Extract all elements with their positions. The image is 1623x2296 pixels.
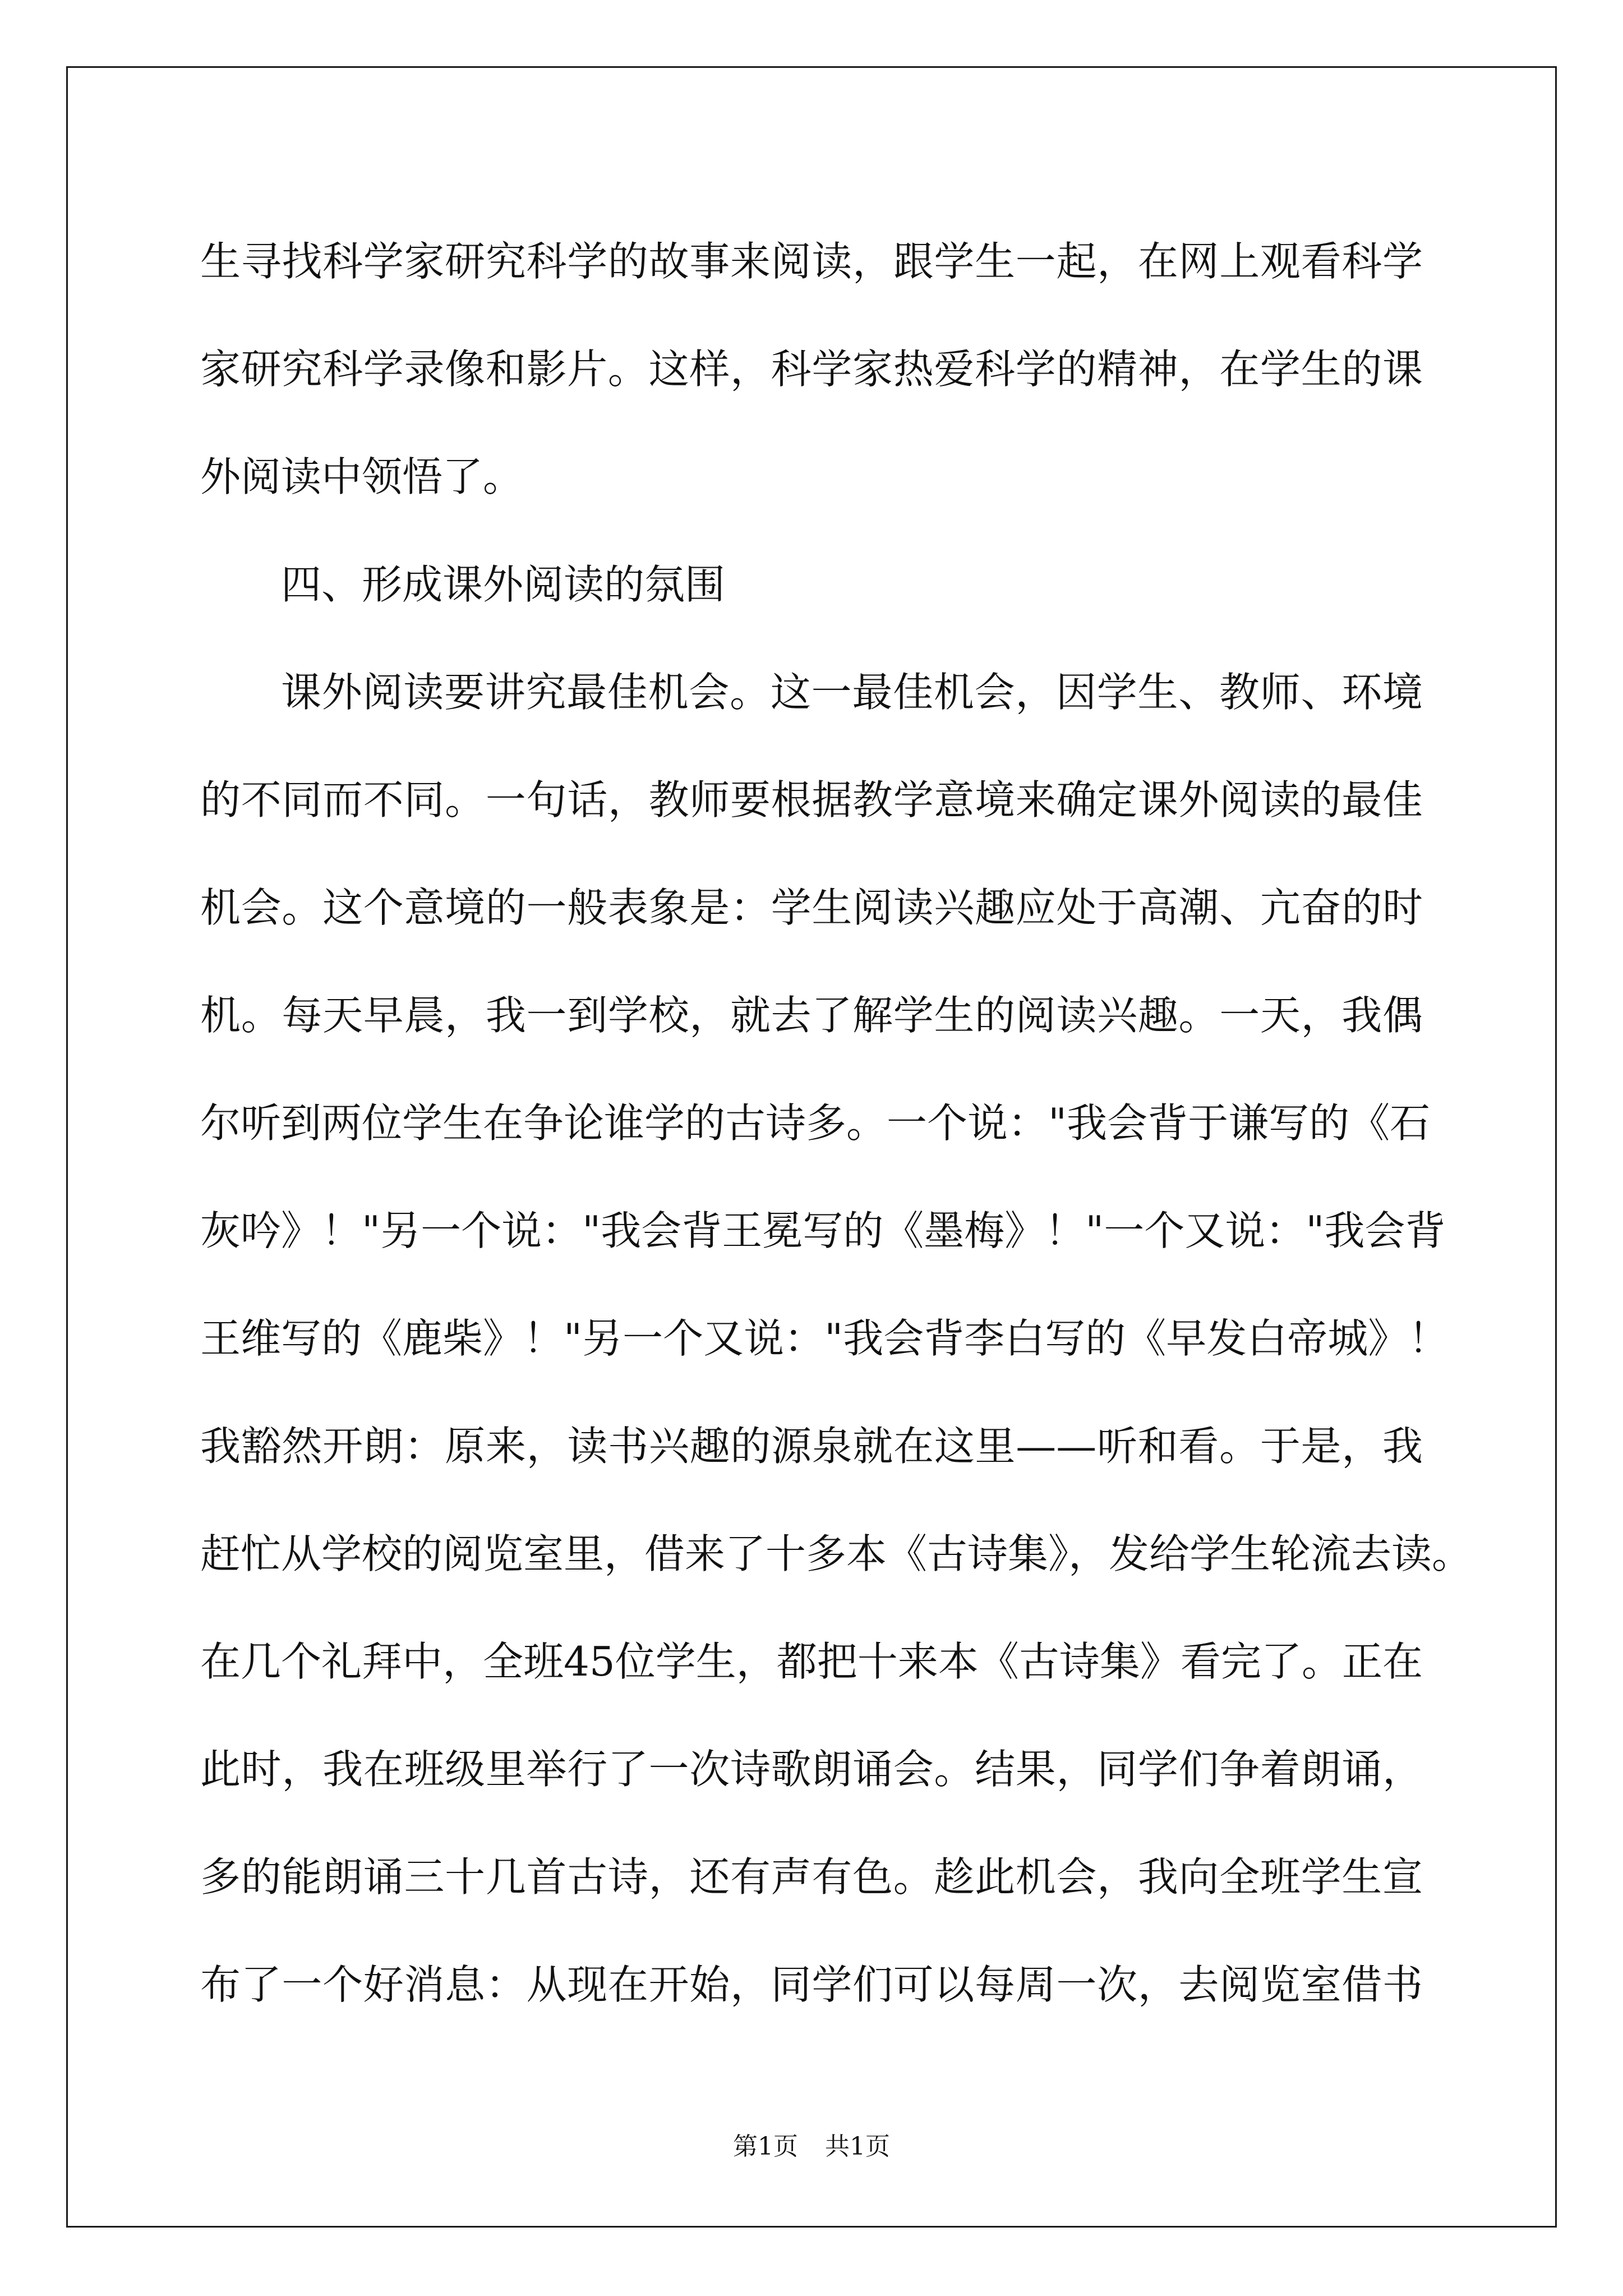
text-line: 家研究科学录像和影片。这样，科学家热爱科学的精神，在学生的课 <box>200 346 1423 393</box>
text-line: 课外阅读要讲究最佳机会。这一最佳机会，因学生、教师、环境 <box>281 669 1423 716</box>
text-line: 外阅读中领悟了。 <box>200 453 524 500</box>
page-footer <box>0 2126 1623 2162</box>
text-line: 我豁然开朗：原来，读书兴趣的源泉就在这里——听和看。于是，我 <box>200 1423 1423 1470</box>
text-line: 多的能朗诵三十几首古诗，还有声有色。趁此机会，我向全班学生宣 <box>200 1853 1423 1901</box>
text-line: 王维写的《鹿柴》！"另一个又说："我会背李白写的《早发白帝城》！ <box>200 1315 1449 1362</box>
document-body <box>200 208 1473 2039</box>
section-heading: 四、形成课外阅读的氛围 <box>281 561 726 608</box>
text-line: 在几个礼拜中，全班45位学生，都把十来本《古诗集》看完了。正在 <box>200 1638 1423 1685</box>
page-number: 第1页 <box>733 2132 798 2161</box>
text-line: 机会。这个意境的一般表象是：学生阅读兴趣应处于高潮、亢奋的时 <box>200 884 1423 931</box>
text-line: 生寻找科学家研究科学的故事来阅读，跟学生一起，在网上观看科学 <box>200 238 1423 285</box>
text-line: 的不同而不同。一句话，教师要根据教学意境来确定课外阅读的最佳 <box>200 776 1423 823</box>
text-line: 尔听到两位学生在争论谁学的古诗多。一个说："我会背于谦写的《石 <box>200 1099 1431 1147</box>
text-line: 机。每天早晨，我一到学校，就去了解学生的阅读兴趣。一天，我偶 <box>200 992 1423 1039</box>
text-line: 此时，我在班级里举行了一次诗歌朗诵会。结果，同学们争着朗诵， <box>200 1746 1423 1793</box>
page-total: 共1页 <box>825 2132 890 2161</box>
text-line: 灰吟》！"另一个说："我会背王冕写的《墨梅》！"一个又说："我会背 <box>200 1207 1446 1254</box>
text-line: 布了一个好消息：从现在开始，同学们可以每周一次，去阅览室借书 <box>200 1961 1423 2008</box>
text-line: 赶忙从学校的阅览室里，借来了十多本《古诗集》，发给学生轮流去读。 <box>200 1530 1473 1577</box>
